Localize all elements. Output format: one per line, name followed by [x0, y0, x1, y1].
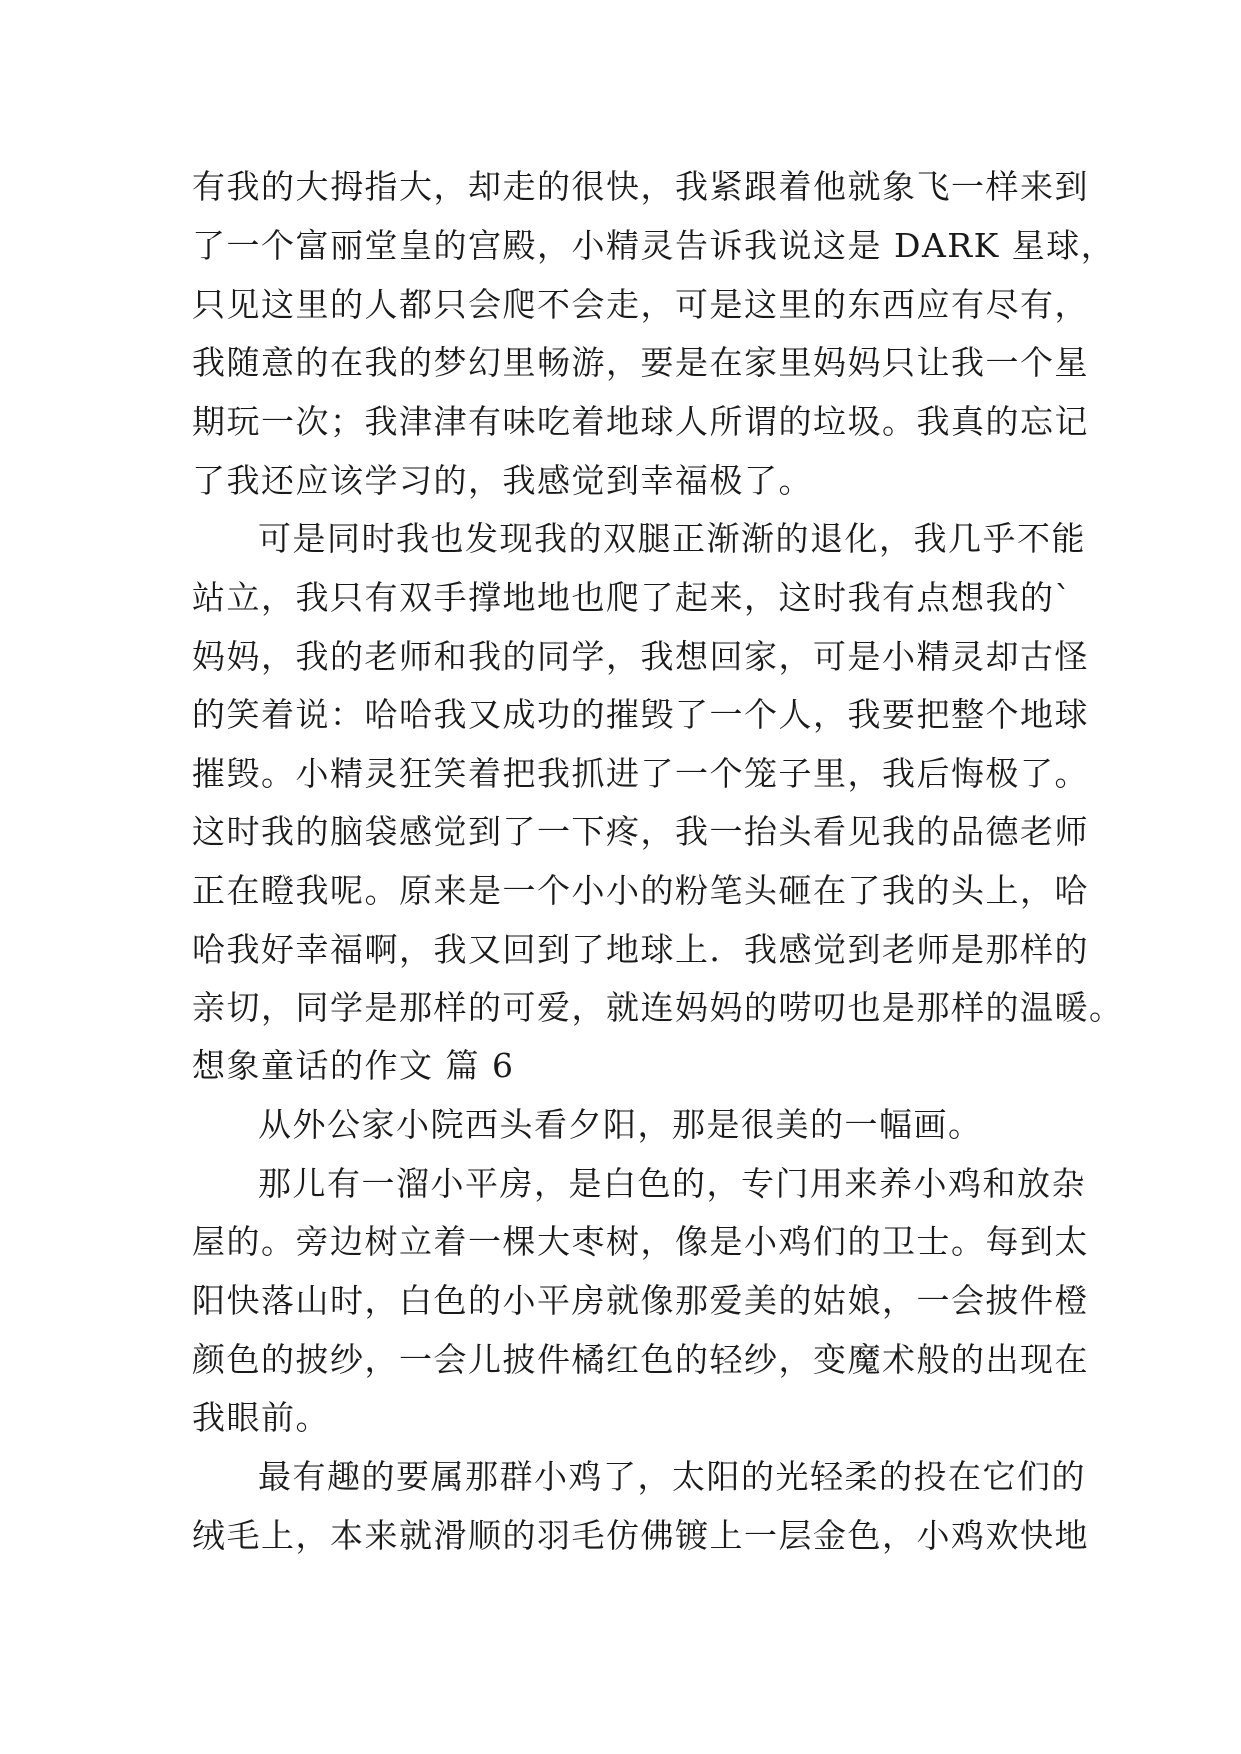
- text-line: 这时我的脑袋感觉到了一下疼，我一抬头看见我的品德老师: [192, 812, 1089, 851]
- text-line: 摧毁。小精灵狂笑着把我抓进了一个笼子里，我后悔极了。: [192, 754, 1089, 793]
- text-line: 我眼前。: [192, 1398, 330, 1437]
- text-line: 站立，我只有双手撑地地也爬了起来，这时我有点想我的`: [192, 578, 1073, 617]
- text-line: 颜色的披纱，一会儿披件橘红色的轻纱，变魔术般的出现在: [192, 1340, 1089, 1379]
- text-line: 绒毛上，本来就滑顺的羽毛仿佛镀上一层金色，小鸡欢快地: [192, 1516, 1089, 1555]
- text-line: 了我还应该学习的，我感觉到幸福极了。: [192, 461, 813, 500]
- text-line: 阳快落山时，白色的小平房就像那爱美的姑娘，一会披件橙: [192, 1281, 1089, 1320]
- text-line: 正在瞪我呢。原来是一个小小的粉笔头砸在了我的头上，哈: [192, 871, 1089, 910]
- text-line: 了一个富丽堂皇的宫殿，小精灵告诉我说这是 DARK 星球，: [192, 226, 1116, 265]
- text-line: 的笑着说：哈哈我又成功的摧毁了一个人，我要把整个地球: [192, 695, 1089, 734]
- text-line: 只见这里的人都只会爬不会走，可是这里的东西应有尽有，: [192, 285, 1089, 324]
- paragraph-first-line: 可是同时我也发现我的双腿正渐渐的退化，我几乎不能: [258, 519, 1086, 558]
- text-line: 有我的大拇指大，却走的很快，我紧跟着他就象飞一样来到: [192, 167, 1089, 206]
- text-line: 亲切，同学是那样的可爱，就连妈妈的唠叨也是那样的温暖。: [192, 988, 1124, 1027]
- text-line: 妈妈，我的老师和我的同学，我想回家，可是小精灵却古怪: [192, 637, 1089, 676]
- paragraph-first-line: 最有趣的要属那群小鸡了，太阳的光轻柔的投在它们的: [258, 1457, 1086, 1496]
- text-line: 我随意的在我的梦幻里畅游，要是在家里妈妈只让我一个星: [192, 343, 1089, 382]
- text-line: 哈我好幸福啊，我又回到了地球上．我感觉到老师是那样的: [192, 930, 1089, 969]
- paragraph-first-line: 从外公家小院西头看夕阳，那是很美的一幅画。: [258, 1105, 983, 1144]
- text-line: 期玩一次；我津津有味吃着地球人所谓的垃圾。我真的忘记: [192, 402, 1089, 441]
- text-line: 屋的。旁边树立着一棵大枣树，像是小鸡们的卫士。每到太: [192, 1222, 1089, 1261]
- section-heading: 想象童话的作文 篇 6: [192, 1046, 515, 1085]
- paragraph-first-line: 那儿有一溜小平房，是白色的，专门用来养小鸡和放杂: [258, 1164, 1086, 1203]
